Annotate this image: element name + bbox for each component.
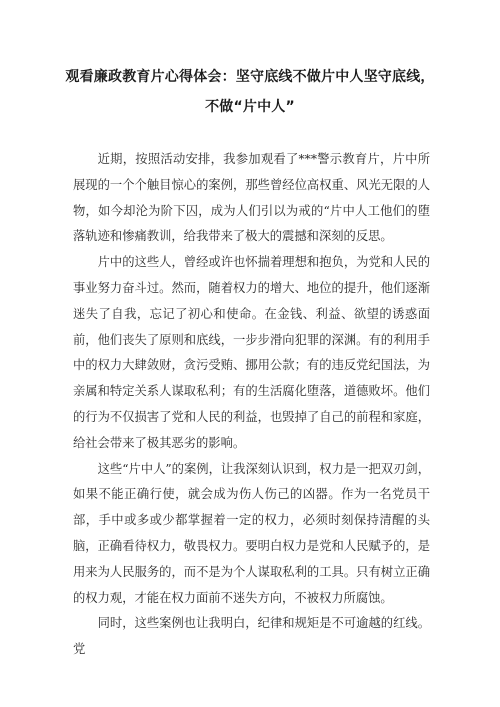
body-paragraph-2: 片中的这些人，曾经或许也怀揣着理想和抱负，为党和人民的事业努力奋斗过。然而，随着权力的增大、地位的提升，他们逐渐迷失了自我，忘记了初心和使命。在金钱、利益、欲望的诱惑面前，他们丧失了原则和底线，一步步滑向犯罪的深渊。有的利用手中的权力大肆敛财，贪污受贿、挪用公款；有的违反党纪国法，为亲属和特定关系人谋取私利；有的生活腐化堕落，道德败坏。他们的行为不仅损害了党和人民的利益，也毁掉了自己的前程和家庭，给社会带来了极其恶劣的影响。: [73, 255, 430, 450]
document-body: [73, 147, 430, 663]
body-paragraph-1: 近期，按照活动安排，我参加观看了***警示教育片，片中所展现的一个个触目惊心的案例，那些曾经位高权重、风光无限的人物，如今却沦为阶下囚，成为人们引以为戒的“片中人工他们的堕落轨迹和惨痛教训，给我带来了极大的震撼和深刻的反思。: [73, 152, 430, 244]
body-paragraph-3: 这些“片中人”的案例，让我深刻认识到，权力是一把双刃剑，如果不能正确行使，就会成为伤人伤己的凶器。作为一名党员干部，手中或多或少都掌握着一定的权力，必须时刻保持清醒的头脑，正确看待权力，敬畏权力。要明白权力是党和人民赋予的，是用来为人民服务的，而不是为个人谋取私利的工具。只有树立正确的权力观，才能在权力面前不迷失方向，不被权力所腐蚀。: [73, 461, 430, 605]
document-title-line-2: 不做“片中人”: [205, 99, 295, 115]
document-title-line-1: 观看廉政教育片心得体会：坚守底线不做片中人坚守底线，: [65, 69, 435, 85]
body-paragraph-4: 同时，这些案例也让我明白，纪律和规矩是不可逾越的红线。党: [73, 616, 430, 657]
